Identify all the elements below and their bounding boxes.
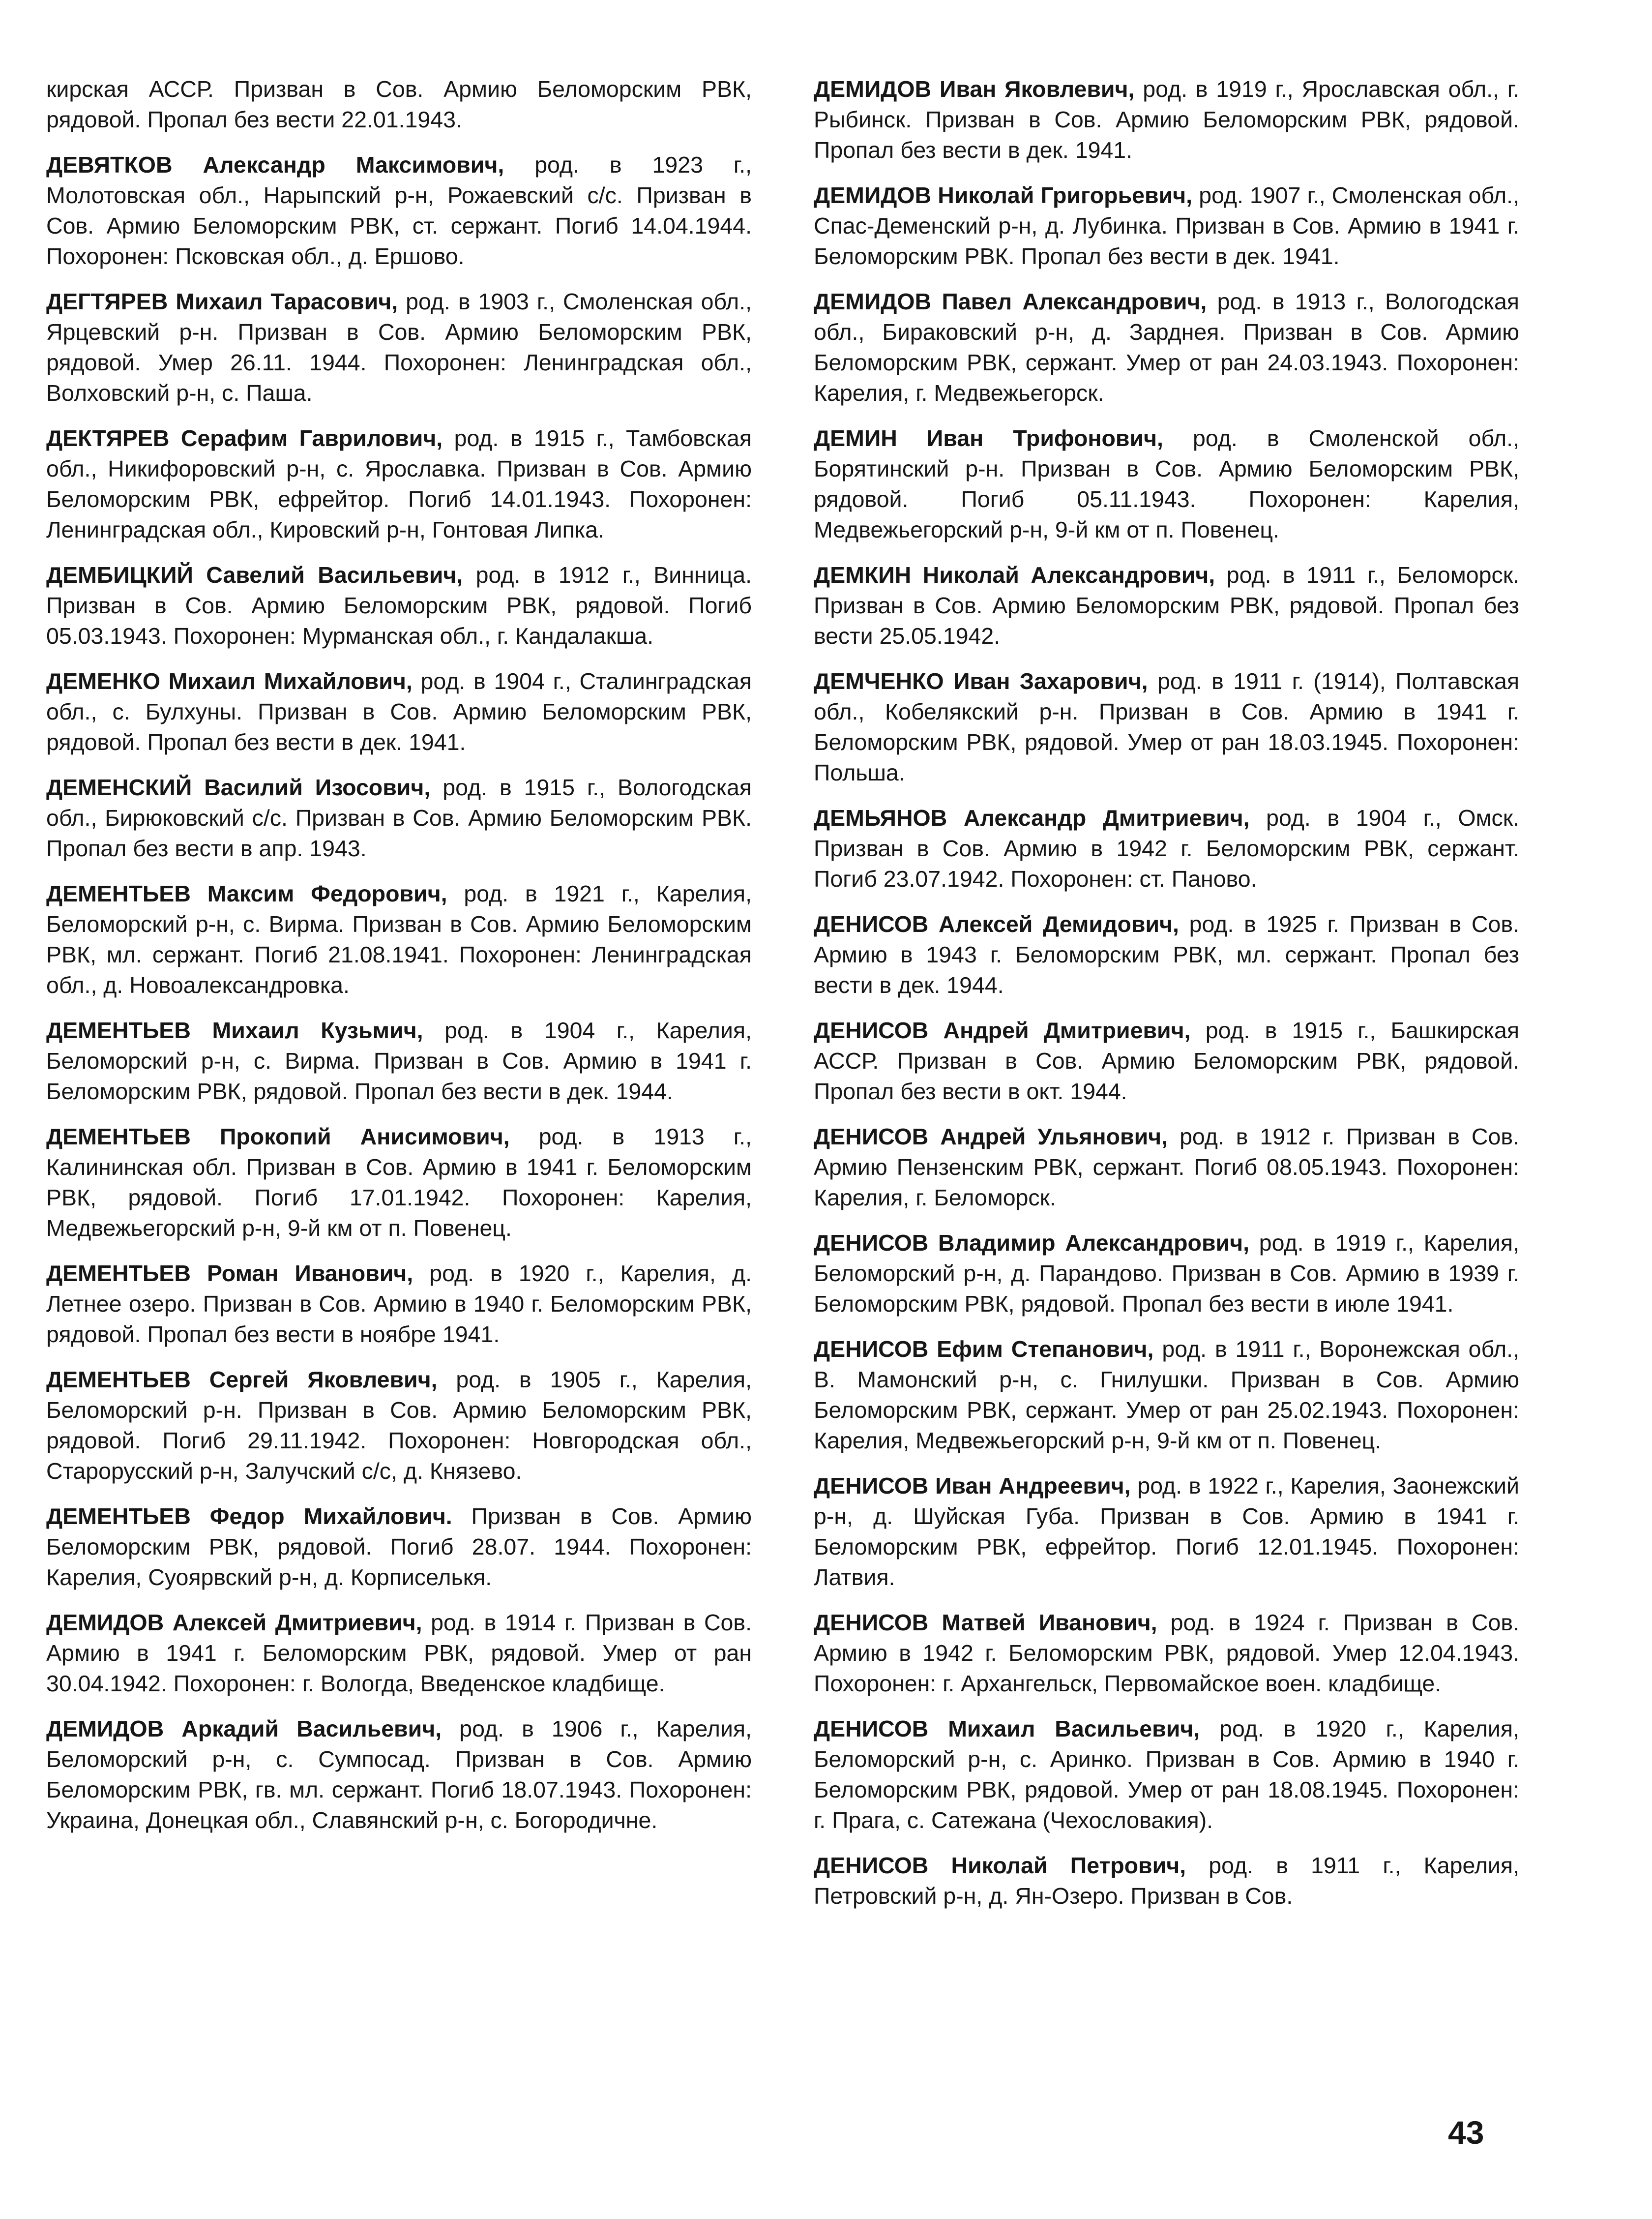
entry-name: ДЕМЕНТЬЕВ Сергей Яковлевич, <box>46 1367 438 1392</box>
entry <box>46 1713 752 1835</box>
entry <box>46 1015 752 1107</box>
entry <box>46 286 752 408</box>
right-column <box>814 74 1519 1926</box>
entry-text: род. в 1904 г., Омск. Призван в Сов. Армию в 1942 г. Беломорским РВК, сержант. Погиб 23.07.1942. Похоронен: ст. Паново. <box>814 805 1519 892</box>
entry <box>814 286 1519 408</box>
entry <box>46 1364 752 1486</box>
entry-text: род. в 1914 г. Призван в Сов. Армию в 1941 г. Беломорским РВК, рядовой. Умер от ран 30.04.1942. Похоронен: г. Вологда, Введенское кладбище. <box>46 1610 752 1696</box>
entry-text: род. в 1904 г., Сталинградская обл., с. Булхуны. Призван в Сов. Армию Беломорским РВК, рядовой. Пропал без вести в дек. 1941. <box>46 668 752 755</box>
entry-name: ДЕМЕНТЬЕВ Михаил Кузьмич, <box>46 1018 423 1043</box>
page-number: 43 <box>1448 2114 1484 2151</box>
entry-text: род. в 1906 г., Карелия, Беломорский р-н, с. Сумпосад. Призван в Сов. Армию Беломорским РВК, гв. мл. сержант. Погиб 18.07.1943. Похоронен: Украина, Донецкая обл., Славянский р-н, с. Богородичне. <box>46 1716 752 1833</box>
entry-name: ДЕМИДОВ Павел Александрович, <box>814 289 1207 314</box>
entry-text: род. в 1911 г., Беломорск. Призван в Сов. Армию Беломорским РВК, рядовой. Пропал без вести 25.05.1942. <box>814 562 1519 649</box>
entry-text: род. в 1913 г., Калининская обл. Призван в Сов. Армию в 1941 г. Беломорским РВК, рядовой. Погиб 17.01.1942. Похоронен: Карелия, Медвежьегорский р-н, 9-й км от п. Повенец. <box>46 1124 752 1241</box>
entry <box>814 666 1519 788</box>
entry-text: род. в Смоленской обл., Борятинский р-н. Призван в Сов. Армию Беломорским РВК, рядовой. Погиб 05.11.1943. Похоронен: Карелия, Медвежьегорский р-н, 9-й км от п. Повенец. <box>814 425 1519 542</box>
entry-text: род. в 1922 г., Карелия, Заонежский р-н, д. Шуйская Губа. Призван в Сов. Армию в 1941 г. Беломорским РВК, ефрейтор. Погиб 12.01.1945. Похоронен: Латвия. <box>814 1473 1519 1590</box>
entry-name: ДЕКТЯРЕВ Серафим Гаврилович, <box>46 425 443 451</box>
entry-name: ДЕМЕНТЬЕВ Прокопий Анисимович, <box>46 1124 510 1149</box>
entry-name: ДЕМЕНКО Михаил Михайлович, <box>46 668 413 694</box>
left-column <box>46 74 752 1850</box>
entry <box>46 74 752 135</box>
entry-text: род. в 1925 г. Призван в Сов. Армию в 1943 г. Беломорским РВК, мл. сержант. Пропал без вести в дек. 1944. <box>814 911 1519 998</box>
entry-text: род. в 1920 г., Карелия, Беломорский р-н, с. Аринко. Призван в Сов. Армию в 1940 г. Беломорским РВК, рядовой. Умер от ран 18.08.1945. Похоронен: г. Прага, с. Сатежана (Чехословакия). <box>814 1716 1519 1833</box>
entry-text: род. в 1924 г. Призван в Сов. Армию в 1942 г. Беломорским РВК, рядовой. Умер 12.04.1943. Похоронен: г. Архангельск, Первомайское воен. кладбище. <box>814 1610 1519 1696</box>
entry <box>46 1607 752 1699</box>
entry <box>46 560 752 651</box>
entry <box>814 1015 1519 1107</box>
entry-name: ДЕНИСОВ Николай Петрович, <box>814 1853 1186 1878</box>
entry-name: ДЕНИСОВ Ефим Степанович, <box>814 1336 1154 1362</box>
entry <box>814 909 1519 1000</box>
entry-text: род. в 1905 г., Карелия, Беломорский р-н. Призван в Сов. Армию Беломорским РВК, рядовой. Погиб 29.11.1942. Похоронен: Новгородская обл., Старорусский р-н, Залучский с/с, д. Князево. <box>46 1367 752 1484</box>
entry-name: ДЕМИН Иван Трифонович, <box>814 425 1163 451</box>
entry-name: ДЕНИСОВ Иван Андреевич, <box>814 1473 1131 1499</box>
entry-name: ДЕНИСОВ Андрей Ульянович, <box>814 1124 1168 1149</box>
entry-name: ДЕМИДОВ Алексей Дмитриевич, <box>46 1610 422 1635</box>
entry-text: род. 1907 г., Смоленская обл., Спас-Деменский р-н, д. Лубинка. Призван в Сов. Армию в 1941 г. Беломорским РВК. Пропал без вести в дек. 1941. <box>814 182 1520 269</box>
entry-text: род. в 1915 г., Вологодская обл., Бирюковский с/с. Призван в Сов. Армию Беломорским РВК. Пропал без вести в апр. 1943. <box>46 775 752 861</box>
entry <box>46 1258 752 1349</box>
entry-text: род. в 1911 г., Карелия, Петровский р-н, д. Ян-Озеро. Призван в Сов. <box>814 1853 1519 1909</box>
entry-text: род. в 1912 г., Винница. Призван в Сов. Армию Беломорским РВК, рядовой. Погиб 05.03.1943. Похоронен: Мурманская обл., г. Кандалакша. <box>46 562 752 649</box>
entry <box>46 878 752 1000</box>
entry-text: род. в 1915 г., Тамбовская обл., Никифоровский р-н, с. Ярославка. Призван в Сов. Армию Беломорским РВК, ефрейтор. Погиб 14.01.1943. Похоронен: Ленинградская обл., Кировский р-н, Гонтовая Липка. <box>46 425 752 542</box>
entry-text: род. в 1920 г., Карелия, д. Летнее озеро. Призван в Сов. Армию в 1940 г. Беломорским РВК, рядовой. Пропал без вести в ноябре 1941. <box>46 1260 752 1347</box>
entry <box>814 560 1519 651</box>
entry-name: ДЕМБИЦКИЙ Савелий Васильевич, <box>46 562 463 588</box>
entry <box>814 1713 1519 1835</box>
entry <box>814 1121 1519 1213</box>
entry-name: ДЕМЬЯНОВ Александр Дмитриевич, <box>814 805 1250 831</box>
entry-text: род. в 1911 г. (1914), Полтавская обл., Кобелякский р-н. Призван в Сов. Армию в 1941 г. Беломорским РВК, рядовой. Умер от ран 18.03.1945. Похоронен: Польша. <box>814 668 1519 785</box>
entry-name: ДЕМЕНТЬЕВ Максим Федорович, <box>46 881 447 906</box>
entry <box>814 1334 1519 1456</box>
entry-name: ДЕМИДОВ Иван Яковлевич, <box>814 76 1135 102</box>
entry-name: ДЕНИСОВ Матвей Иванович, <box>814 1610 1157 1635</box>
entry-name: ДЕМЕНТЬЕВ Роман Иванович, <box>46 1260 413 1286</box>
entry-text: род. в 1913 г., Вологодская обл., Бираковский р-н, д. Зарднея. Призван в Сов. Армию Беломорским РВК, сержант. Умер от ран 24.03.1943. Похоронен: Карелия, г. Медвежьегорск. <box>814 289 1519 406</box>
entry-name: ДЕМЕНТЬЕВ Федор Михайлович. <box>46 1503 452 1529</box>
entry-name: ДЕНИСОВ Михаил Васильевич, <box>814 1716 1200 1741</box>
entry-text: кирская АССР. Призван в Сов. Армию Беломорским РВК, рядовой. Пропал без вести 22.01.1943. <box>46 76 752 132</box>
entry <box>814 180 1519 271</box>
entry-name: ДЕНИСОВ Алексей Демидович, <box>814 911 1179 937</box>
entry-text: род. в 1911 г., Воронежская обл., В. Мамонский р-н, с. Гнилушки. Призван в Сов. Армию Беломорским РВК, сержант. Умер от ран 25.02.1943. Похоронен: Карелия, Медвежьегорский р-н, 9-й км от п. Повенец. <box>814 1336 1519 1453</box>
entry-name: ДЕНИСОВ Андрей Дмитриевич, <box>814 1018 1191 1043</box>
entry-name: ДЕВЯТКОВ Александр Максимович, <box>46 152 504 178</box>
entry <box>814 1228 1519 1319</box>
entry <box>814 1850 1519 1911</box>
entry-name: ДЕМЕНСКИЙ Василий Изосович, <box>46 775 431 800</box>
entry-name: ДЕМИДОВ Аркадий Васильевич, <box>46 1716 442 1741</box>
entry-name: ДЕМИДОВ Николай Григорьевич, <box>814 182 1193 208</box>
entry-name: ДЕНИСОВ Владимир Александрович, <box>814 1230 1250 1256</box>
entry <box>46 666 752 757</box>
entry-name: ДЕМЧЕНКО Иван Захарович, <box>814 668 1148 694</box>
entry-text: род. в 1912 г. Призван в Сов. Армию Пензенским РВК, сержант. Погиб 08.05.1943. Похоронен: Карелия, г. Беломорск. <box>814 1124 1519 1210</box>
entry <box>46 423 752 545</box>
entry-text: род. в 1921 г., Карелия, Беломорский р-н, с. Вирма. Призван в Сов. Армию Беломорским РВК, мл. сержант. Погиб 21.08.1941. Похоронен: Ленинградская обл., д. Новоалександровка. <box>46 881 752 998</box>
entry-text: род. в 1915 г., Башкирская АССР. Призван в Сов. Армию Беломорским РВК, рядовой. Пропал без вести в окт. 1944. <box>814 1018 1519 1104</box>
entry <box>46 150 752 271</box>
entry-text: род. в 1919 г., Ярославская обл., г. Рыбинск. Призван в Сов. Армию Беломорским РВК, рядовой. Пропал без вести в дек. 1941. <box>814 76 1519 163</box>
entry-text: род. в 1919 г., Карелия, Беломорский р-н, д. Парандово. Призван в Сов. Армию в 1939 г. Беломорским РВК, рядовой. Пропал без вести в июле 1941. <box>814 1230 1519 1317</box>
entry <box>46 1501 752 1592</box>
entry-name: ДЕМКИН Николай Александрович, <box>814 562 1215 588</box>
entry <box>814 74 1519 165</box>
entry-name: ДЕГТЯРЕВ Михаил Тарасович, <box>46 289 398 314</box>
entry <box>46 772 752 864</box>
entry <box>814 803 1519 894</box>
entry <box>814 1470 1519 1592</box>
entry-text: род. в 1923 г., Молотовская обл., Нарыпский р-н, Рожаевский с/с. Призван в Сов. Армию Беломорским РВК, ст. сержант. Погиб 14.04.1944. Похоронен: Псковская обл., д. Ершово. <box>46 152 752 269</box>
entry <box>814 1607 1519 1699</box>
entry-text: род. в 1904 г., Карелия, Беломорский р-н, с. Вирма. Призван в Сов. Армию в 1941 г. Беломорским РВК, рядовой. Пропал без вести в дек. 1944. <box>46 1018 752 1104</box>
entry-text: Призван в Сов. Армию Беломорским РВК, рядовой. Погиб 28.07. 1944. Похоронен: Карелия, Суоярвский р-н, д. Корписелькя. <box>46 1503 752 1590</box>
entry-text: род. в 1903 г., Смоленская обл., Ярцевский р-н. Призван в Сов. Армию Беломорским РВК, рядовой. Умер 26.11. 1944. Похоронен: Ленинградская обл., Волховский р-н, с. Паша. <box>46 289 752 406</box>
entry <box>46 1121 752 1243</box>
entry <box>814 423 1519 545</box>
